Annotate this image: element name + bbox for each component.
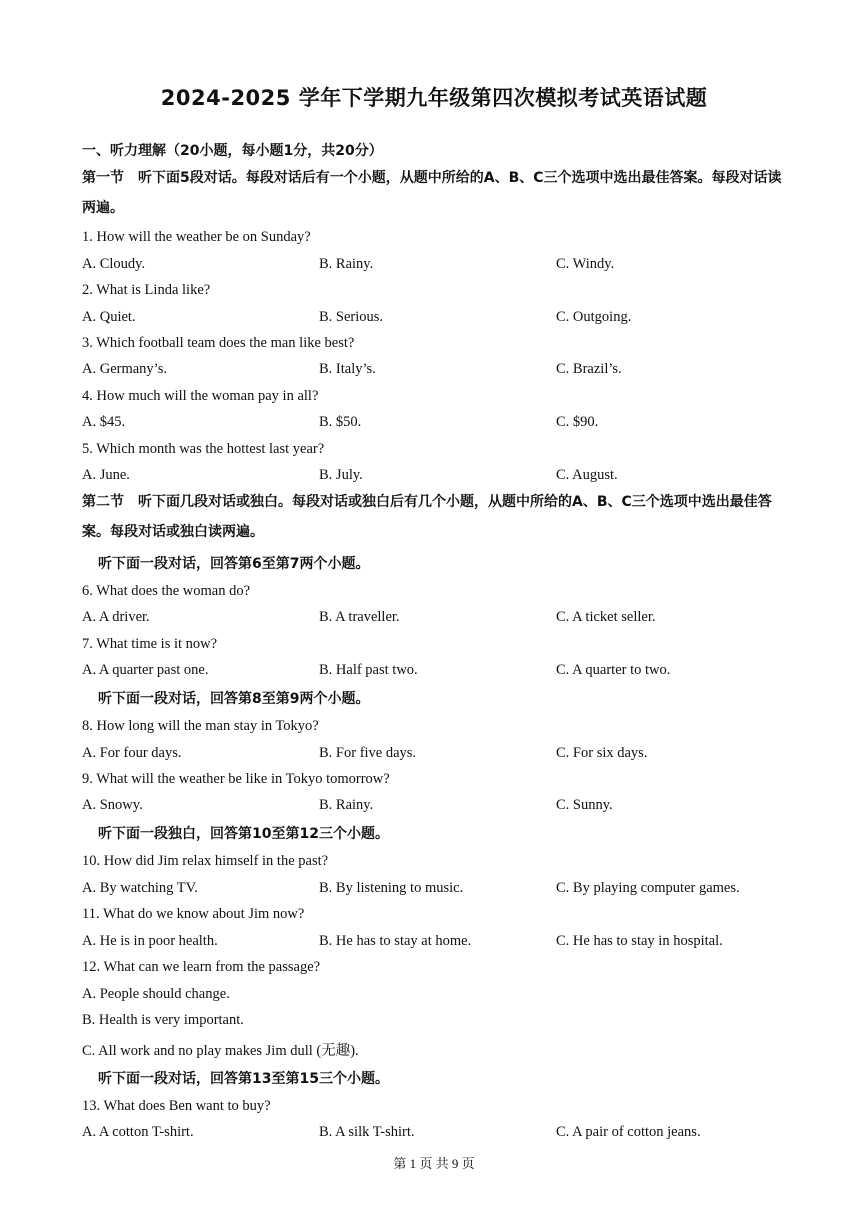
q10-option-c: C. By playing computer games. xyxy=(556,880,740,896)
q2-option-b: B. Serious. xyxy=(319,309,384,325)
q11-option-c: C. He has to stay in hospital. xyxy=(556,933,723,949)
q7-option-b: B. Half past two. xyxy=(319,662,418,678)
q5-option-a: A. June. xyxy=(82,467,130,483)
question-3: 3. Which football team does the man like best? xyxy=(82,335,355,351)
q3-option-c: C. Brazil’s. xyxy=(556,361,622,377)
q10-option-a: A. By watching TV. xyxy=(82,880,198,896)
q6-option-c: C. A ticket seller. xyxy=(556,609,656,625)
question-2: 2. What is Linda like? xyxy=(82,282,211,298)
q1-option-b: B. Rainy. xyxy=(319,256,374,272)
q9-option-c: C. Sunny. xyxy=(556,797,613,813)
q4-option-c: C. $90. xyxy=(556,414,599,430)
q1-option-c: C. Windy. xyxy=(556,256,615,272)
q13-option-c: C. A pair of cotton jeans. xyxy=(556,1124,701,1140)
q11-option-a: A. He is in poor health. xyxy=(82,933,218,949)
question-5: 5. Which month was the hottest last year? xyxy=(82,441,325,457)
q1-option-a: A. Cloudy. xyxy=(82,256,146,272)
section2-instruction: 第二节 听下面几段对话或独白。每段对话或独白后有几个小题，从题中所给的A、B、C三个选项中选出最佳答案。每段对话或独白读两遍。 xyxy=(82,494,772,540)
section1-instruction: 第一节 听下面5段对话。每段对话后有一个小题，从题中所给的A、B、C三个选项中选出最佳答案。每段对话读两遍。 xyxy=(82,170,782,216)
q9-option-b: B. Rainy. xyxy=(319,797,374,813)
q3-option-b: B. Italy’s. xyxy=(319,361,376,377)
question-7: 7. What time is it now? xyxy=(82,636,218,652)
q12-option-c: C. All work and no play makes Jim dull (无趣). xyxy=(82,1043,359,1059)
question-1: 1. How will the weather be on Sunday? xyxy=(82,229,311,245)
q11-option-b: B. He has to stay at home. xyxy=(319,933,472,949)
q5-option-c: C. August. xyxy=(556,467,618,483)
q8-option-a: A. For four days. xyxy=(82,745,182,761)
q12-option-a: A. People should change. xyxy=(82,986,230,1002)
q12-option-b: B. Health is very important. xyxy=(82,1012,244,1028)
listening-sub-instruction-4: 听下面一段对话，回答第13至第15三个小题。 xyxy=(98,1071,389,1087)
q7-option-a: A. A quarter past one. xyxy=(82,662,209,678)
question-12: 12. What can we learn from the passage? xyxy=(82,959,321,975)
listening-sub-instruction-1: 听下面一段对话，回答第6至第7两个小题。 xyxy=(98,556,370,572)
q8-option-c: C. For six days. xyxy=(556,745,648,761)
q6-option-b: B. A traveller. xyxy=(319,609,400,625)
question-10: 10. How did Jim relax himself in the past? xyxy=(82,853,329,869)
question-4: 4. How much will the woman pay in all? xyxy=(82,388,319,404)
q8-option-b: B. For five days. xyxy=(319,745,417,761)
q13-option-b: B. A silk T-shirt. xyxy=(319,1124,415,1140)
part1-heading: 一、听力理解（20小题，每小题1分，共20分） xyxy=(82,143,383,159)
q13-option-a: A. A cotton T-shirt. xyxy=(82,1124,194,1140)
q4-option-a: A. $45. xyxy=(82,414,126,430)
question-11: 11. What do we know about Jim now? xyxy=(82,906,305,922)
q7-option-c: C. A quarter to two. xyxy=(556,662,671,678)
question-13: 13. What does Ben want to buy? xyxy=(82,1098,271,1114)
listening-sub-instruction-2: 听下面一段对话，回答第8至第9两个小题。 xyxy=(98,691,370,707)
question-6: 6. What does the woman do? xyxy=(82,583,251,599)
question-8: 8. How long will the man stay in Tokyo? xyxy=(82,718,319,734)
q2-option-a: A. Quiet. xyxy=(82,309,136,325)
page-number-footer: 第 1 页 共 9 页 xyxy=(393,1156,475,1171)
listening-sub-instruction-3: 听下面一段独白，回答第10至第12三个小题。 xyxy=(98,826,389,842)
q3-option-a: A. Germany’s. xyxy=(82,361,167,377)
q6-option-a: A. A driver. xyxy=(82,609,150,625)
page-title: 2024-2025 学年下学期九年级第四次模拟考试英语试题 xyxy=(160,86,708,110)
q2-option-c: C. Outgoing. xyxy=(556,309,632,325)
question-9: 9. What will the weather be like in Tokyo tomorrow? xyxy=(82,771,390,787)
q5-option-b: B. July. xyxy=(319,467,363,483)
q10-option-b: B. By listening to music. xyxy=(319,880,464,896)
q9-option-a: A. Snowy. xyxy=(82,797,143,813)
q4-option-b: B. $50. xyxy=(319,414,362,430)
